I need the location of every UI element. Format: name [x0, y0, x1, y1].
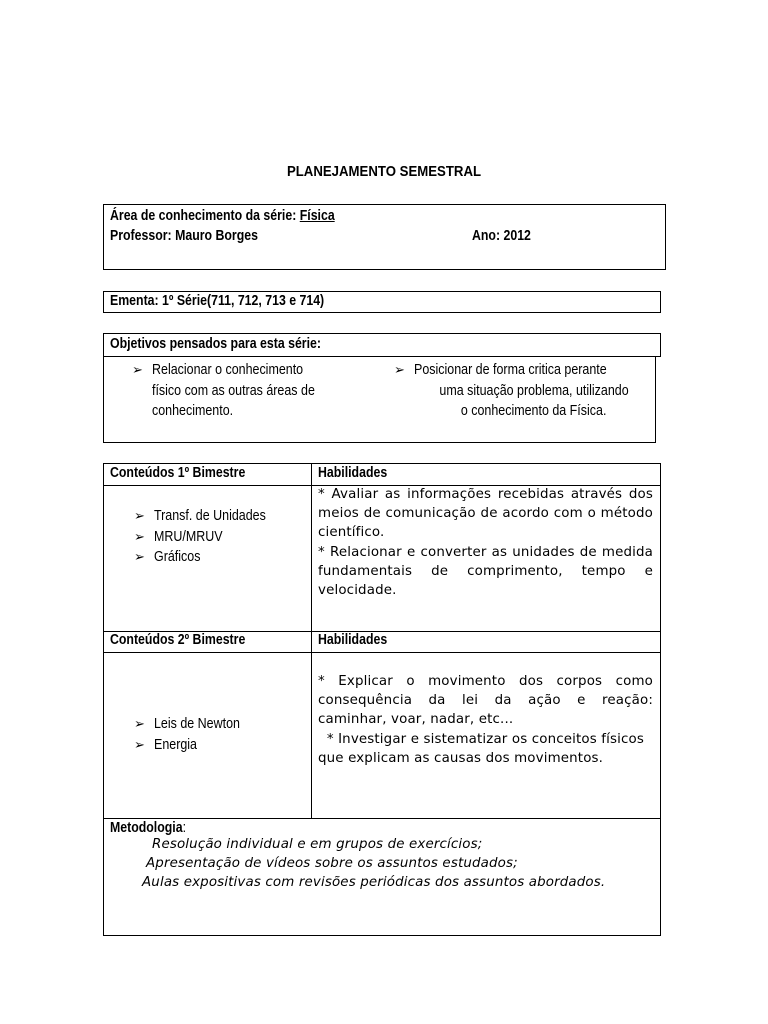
list-item: ➢ Transf. de Unidades [134, 506, 284, 527]
info-box [103, 204, 666, 270]
list-item: ➢ Gráficos [134, 547, 284, 568]
area-label: Área de conhecimento da série: [110, 208, 300, 224]
objetivos-box [103, 356, 656, 443]
page-title: PLANEJAMENTO SEMESTRAL [286, 163, 482, 180]
bim2-header-right: Habilidades [318, 632, 388, 648]
bim1-header-left: Conteúdos 1º Bimestre [110, 465, 246, 481]
conteudos-table [103, 463, 661, 936]
professor-line [110, 228, 284, 244]
objetivo-item: ➢ Posicionar de forma critica perante [394, 360, 638, 381]
ano-label: Ano: 2012 [472, 228, 531, 244]
metodologia-line: Resolução individual e em grupos de exercícios; [152, 837, 483, 852]
metodologia-line: Aulas expositivas com revisões periódicas dos assuntos abordados. [142, 875, 606, 891]
metodologia-line: Apresentação de vídeos sobre os assuntos estudados; [146, 856, 518, 872]
bim1-header-right: Habilidades [318, 465, 388, 481]
arrow-bullet-icon: ➢ [394, 362, 405, 377]
bim2-header-left: Conteúdos 2º Bimestre [110, 632, 246, 648]
arrow-bullet-icon: ➢ [134, 549, 145, 564]
metodologia-section: Metodologia: Resolução individual e em grupos de exercícios; Apresentação de vídeos sobre os assuntos estudados; Aulas expositivas com revisões periódicas dos assuntos abordados. [110, 820, 652, 893]
habilidade-text: * Explicar o movimento dos corpos como consequência da lei da ação e reação: caminhar, voar, nadar, etc... [318, 674, 653, 728]
arrow-bullet-icon: ➢ [134, 508, 145, 523]
list-item: ➢ MRU/MRUV [134, 527, 284, 548]
arrow-bullet-icon: ➢ [132, 362, 143, 377]
ementa-text: Ementa: 1º Série(711, 712, 713 e 714) [110, 293, 325, 309]
area-line [110, 208, 374, 224]
ano-line [472, 228, 541, 244]
objetivo-item: ➢ Relacionar o conhecimento físico com as outras áreas de conhecimento. [132, 362, 315, 419]
objetivos-header-box [103, 333, 661, 357]
bim1-habilidades [318, 485, 653, 600]
professor-label: Professor: Mauro Borges [110, 228, 258, 244]
habilidade-text: * Relacionar e converter as unidades de medida fundamentais de comprimento, tempo e velocidade. [318, 544, 653, 599]
ementa-box [103, 291, 661, 313]
objetivo-item-cont: uma situação problema, utilizando o conhecimento da Física. [439, 382, 629, 419]
arrow-bullet-icon: ➢ [134, 736, 145, 752]
list-item: ➢ Energia [134, 735, 254, 756]
habilidade-text: * Avaliar as informações recebidas através dos meios de comunicação de acordo com o método científico. [318, 487, 653, 541]
area-value: Física [299, 208, 335, 224]
habilidade-text: * Investigar e sistematizar os conceitos físicos que explicam as causas dos movimentos. [318, 731, 649, 766]
list-item: ➢ Leis de Newton [134, 714, 254, 735]
objetivos-header: Objetivos pensados para esta série: [110, 336, 321, 352]
arrow-bullet-icon: ➢ [134, 528, 145, 544]
arrow-bullet-icon: ➢ [134, 716, 145, 731]
bim2-list [134, 714, 254, 755]
metodologia-label: Metodologia [110, 820, 183, 836]
bim1-list [134, 506, 284, 568]
bim2-habilidades [318, 672, 653, 768]
